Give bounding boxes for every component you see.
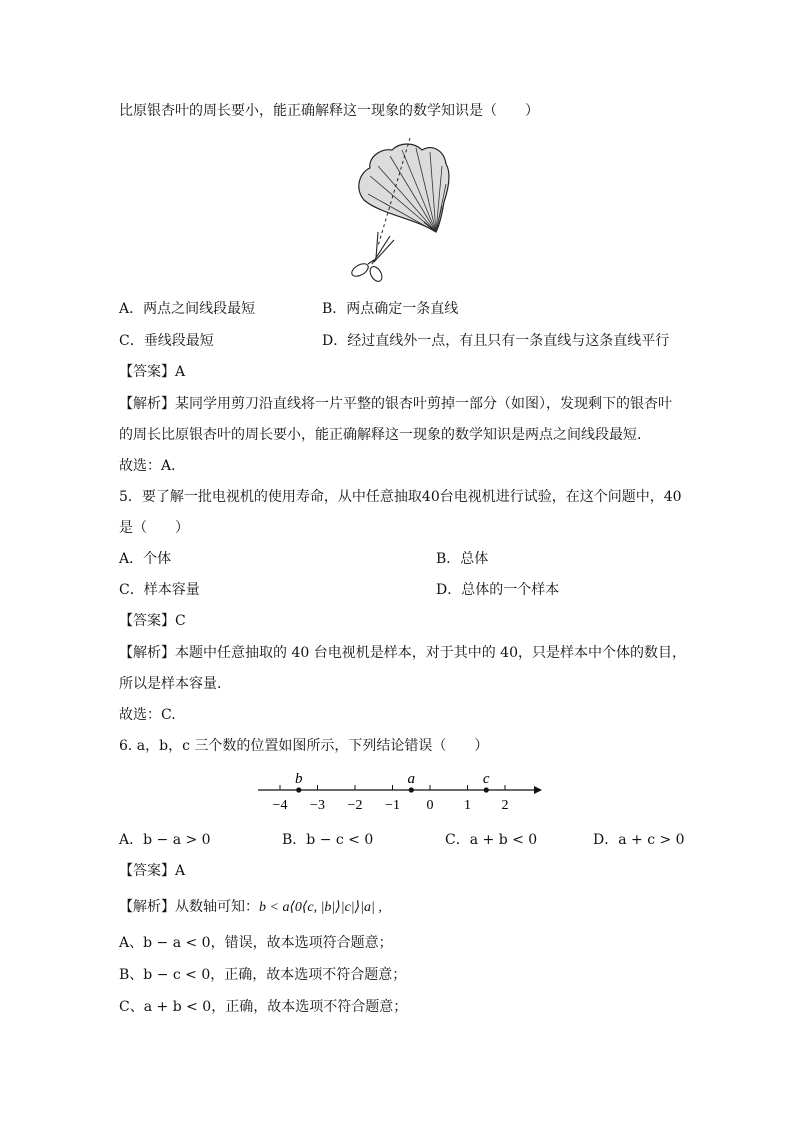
- number-line-figure: [252, 766, 552, 822]
- number-line-tick-label: −3: [310, 798, 325, 813]
- number-line-arrow-icon: [534, 786, 542, 794]
- q5-choice: 故选：C.: [119, 707, 176, 723]
- scissors-icon: [350, 232, 394, 283]
- number-line-point-label-b: b: [295, 771, 303, 787]
- q5-stem-line-1: 5．要了解一批电视机的使用寿命，从中任意抽取40台电视机进行试验，在这个问题中，40: [119, 489, 682, 505]
- q4-option-c: C．垂线段最短: [119, 333, 214, 349]
- q6-analysis-label: 【解析】从数轴可知：: [119, 899, 259, 915]
- q4-option-d: D．经过直线外一点，有且只有一条直线与这条直线平行: [322, 333, 670, 349]
- q6-item-b: B、b − c < 0，正确，故本选项不符合题意；: [119, 967, 407, 983]
- number-line-tick-label: 2: [501, 798, 509, 813]
- q5-analysis-line-2: 所以是样本容量．: [119, 676, 231, 692]
- q5-analysis-line-1: 【解析】本题中任意抽取的 40 台电视机是样本，对于其中的 40，只是样本中个体的数目，: [119, 645, 686, 661]
- q5-answer: 【答案】C: [119, 613, 186, 629]
- q6-analysis-head: [119, 897, 382, 918]
- q6-item-c: C、a + b < 0，正确，故本选项不符合题意；: [119, 999, 408, 1015]
- q4-option-b: B．两点确定一条直线: [322, 301, 459, 317]
- q6-option-b: B．b − c < 0: [282, 832, 374, 848]
- number-line-tick-label: 1: [464, 798, 471, 813]
- number-line-point-a: [409, 787, 414, 792]
- number-line-point-label-c: c: [482, 771, 490, 787]
- number-line-tick-label: −2: [347, 798, 363, 813]
- q4-analysis-line-2: 的周长比原银杏叶的周长要小，能正确解释这一现象的数学知识是两点之间线段最短．: [119, 427, 651, 443]
- number-line-tick-label: −1: [385, 798, 400, 813]
- q6-stem: 6. a，b，c 三个数的位置如图所示，下列结论错误（ ）: [119, 738, 489, 754]
- q5-stem-line-2: 是（ ）: [119, 520, 189, 536]
- q6-item-a: A、b − a < 0，错误，故本选项符合题意；: [119, 935, 393, 951]
- q5-option-c: C．样本容量: [119, 582, 200, 598]
- number-line-point-b: [296, 787, 301, 792]
- q5-option-a: A．个体: [119, 551, 172, 567]
- question-4-stem-tail: 比原银杏叶的周长要小，能正确解释这一现象的数学知识是（ ）: [119, 103, 539, 119]
- q6-answer: 【答案】A: [119, 863, 186, 879]
- q4-choice: 故选：A．: [119, 458, 186, 474]
- q6-analysis-expression: b < a⟨0⟨c, |b|⟩|c|⟩|a| ,: [259, 900, 382, 915]
- ginkgo-leaf-scissors-figure: [344, 136, 464, 286]
- number-line-tick-label: −4: [272, 798, 288, 813]
- q4-option-a: A．两点之间线段最短: [119, 301, 256, 317]
- number-line-point-label-a: a: [407, 771, 415, 787]
- number-line-point-c: [484, 787, 489, 792]
- q4-analysis-line-1: 【解析】某同学用剪刀沿直线将一片平整的银杏叶剪掉一部分（如图），发现剩下的银杏叶: [119, 396, 672, 412]
- q6-option-d: D．a + c > 0: [593, 832, 685, 848]
- number-line-tick-label: 0: [426, 798, 434, 813]
- q4-answer: 【答案】A: [119, 364, 186, 380]
- q6-option-c: C．a + b < 0: [445, 832, 538, 848]
- q6-option-a: A．b − a > 0: [119, 832, 211, 848]
- q5-option-d: D．总体的一个样本: [436, 582, 560, 598]
- q5-option-b: B．总体: [436, 551, 489, 567]
